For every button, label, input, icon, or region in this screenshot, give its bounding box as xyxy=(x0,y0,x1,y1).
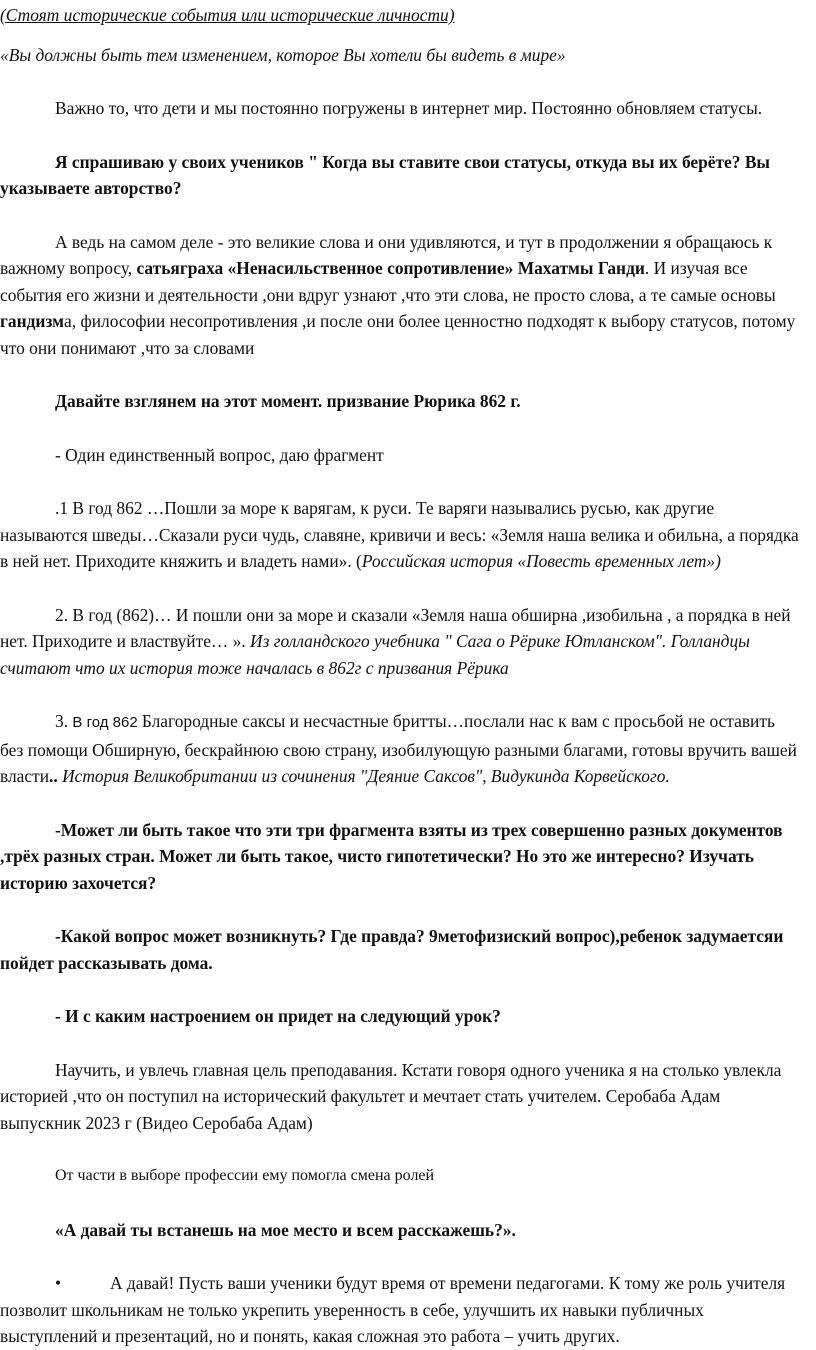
bullet-paragraph xyxy=(0,1270,802,1350)
paragraph-rurik-heading: Давайте взглянем на этот момент. призвание Рюрика 862 г. xyxy=(55,391,521,411)
italic-span: Российская история «Повесть временных лет») xyxy=(361,551,721,571)
gandhi-quote: «Вы должны быть тем изменением, которое Вы хотели бы видеть в мире» xyxy=(0,44,566,65)
text-span: а, философии несопротивления ,и после они более ценностно подходят к выбору статусов, потому что они понимают ,что за словами xyxy=(0,311,796,358)
bullet-marker: • xyxy=(55,1273,62,1293)
paragraph-internet: Важно то, что дети и мы постоянно погружены в интернет мир. Постоянно обновляем статусы. xyxy=(55,98,763,118)
paragraph-one-question: - Один единственный вопрос, даю фрагмент xyxy=(55,444,384,465)
bullet-text: А давай! Пусть ваши ученики будут время от времени педагогами. К тому же роль учителя позволит школьникам не только укрепить уверенность в себе, улучшить их навыки публичных выступлений и презентаций, но и понять, какая сложная это работа – учить других. xyxy=(0,1273,786,1346)
paragraph-teach-and-inspire: Научить, и увлечь главная цель преподавания. Кстати говоря одного ученика я на столько увлекла историей ,что он поступил на исторический факультет и мечтает стать учителем. Серобаба Адам выпускник 2023 г (Видео Серобаба Адам) xyxy=(0,1059,782,1133)
paragraph-where-truth: -Какой вопрос может возникнуть? Где правда? 9метофизиский вопрос),ребенок задумаетсяи пойдет рассказывать дома. xyxy=(0,926,784,973)
bold-span: гандизм xyxy=(0,311,65,331)
fragment-3 xyxy=(0,708,802,790)
text-span: Благородные саксы и несчастные бритты…послали нас к вам с просьбой не оставить без помощи Обширную, бескрайнюю свою страну, изобилующую разными благами, готовы вручить вашей власти xyxy=(0,711,797,786)
paragraph-satyagraha xyxy=(0,229,802,362)
text-span: .1 В год 862 …Пошли за море к варягам, к руси. Те варяги назывались русью, как другие называются шведы…Сказали руси чудь, славяне, кривичи и весь: «Земля наша велика и обильна, а порядка в ней нет. Приходите княжить и владеть нами». ( xyxy=(0,498,799,571)
paragraph-role-change: От части в выборе профессии ему помогла смена ролей xyxy=(55,1167,435,1184)
text-span: А ведь на самом деле - это великие слова и они удивляются, и тут в продолжении я обращаюсь к важному вопросу, xyxy=(0,231,773,278)
sans-span: В год 862 xyxy=(72,714,142,731)
bold-span: .. xyxy=(49,766,58,786)
text-span: . И изучая все события его жизни и деятельности ,они вдруг узнают ,что эти слова, не просто слова, а те самые основы xyxy=(0,258,776,305)
text-span: 2. В год (862)… И пошли они за море и сказали «Земля наша обширна ,изобильна , а порядка в ней нет. Приходите и властвуйте… ». xyxy=(0,604,791,651)
paragraph-question-statuses: Я спрашиваю у своих учеников " Когда вы ставите свои статусы, откуда вы их берёте? Вы указываете авторство? xyxy=(0,151,770,198)
italic-span: Из голландского учебника " Сага о Рёрике Ютланском". Голландцы считают что их история тоже началась в 862г с призвания Рёрика xyxy=(0,631,750,678)
paragraph-your-turn-quote: «А давай ты встанешь на мое место и всем расскажешь?». xyxy=(55,1219,516,1240)
paragraph-next-lesson: - И с каким настроением он придет на следующий урок? xyxy=(55,1006,501,1026)
subtitle-note: (Стоят исторические события или исторические личности) xyxy=(0,5,455,25)
text-span: 3. xyxy=(55,711,73,731)
paragraph-three-fragments: -Может ли быть такое что эти три фрагмента взяты из трех совершенно разных документов ,трёх разных стран. Может ли быть такое, чисто гипотетически? Но это же интересно? Изучать историю захочется? xyxy=(0,819,783,893)
fragment-2 xyxy=(0,602,802,682)
bold-span: сатьяграха «Ненасильственное сопротивление» Махатмы Ганди xyxy=(136,258,645,278)
fragment-1 xyxy=(0,495,802,575)
italic-span: История Великобритании из сочинения "Деяние Саксов", Видукинда Корвейского. xyxy=(57,766,670,786)
